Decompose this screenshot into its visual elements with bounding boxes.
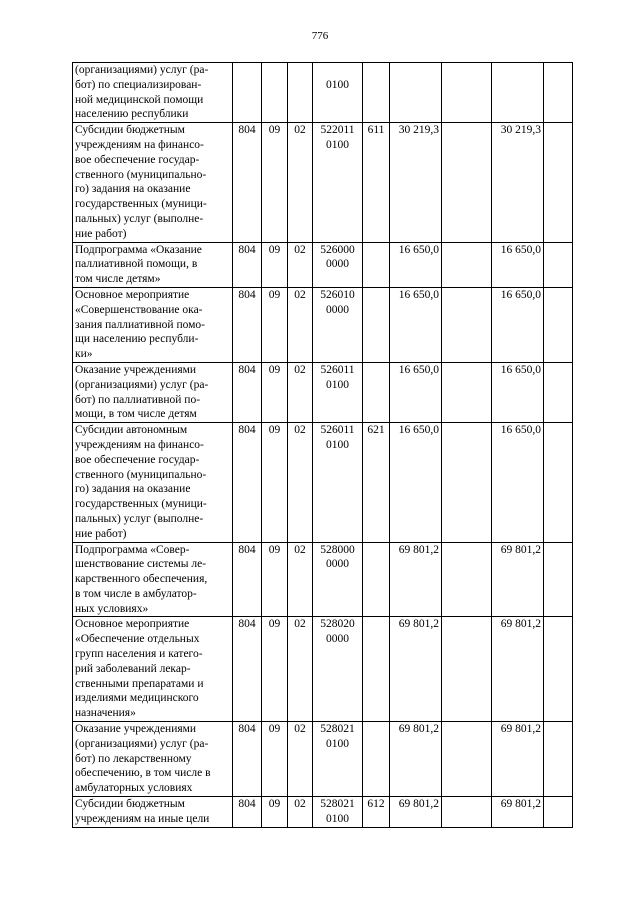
section-code-cell: 09 [262,797,288,828]
amount-cell [442,423,492,542]
item-name-cell: Основное мероприятие «Совершенствование ока- зания паллиативной помо- щи населению республи- ки» [73,287,233,362]
amount-cell [544,362,573,422]
amount-cell [442,617,492,722]
amount-total-cell: 69 801,2 [390,722,442,797]
section-code-cell: 09 [262,362,288,422]
amount-cell [544,542,573,617]
amount-total-cell: 69 801,2 [390,617,442,722]
amount-total-cell: 69 801,2 [390,797,442,828]
table-row [73,423,573,542]
ministry-code-cell: 804 [233,722,262,797]
amount-cell [442,123,492,242]
subsection-code-cell: 02 [288,123,313,242]
item-name-cell: Субсидии бюджетным учреждениям на финансо- вое обеспечение государ- ственного (муниципально- го) задания на оказание государственных (муници- пальных) услуг (выполне- ние работ) [73,123,233,242]
amount-cell [544,617,573,722]
table-row [73,63,573,123]
subsection-code-cell: 02 [288,287,313,362]
table-row [73,617,573,722]
amount-cell: 69 801,2 [492,722,544,797]
table-row [73,287,573,362]
target-code-cell: 526011 0100 [313,423,363,542]
amount-cell [544,63,573,123]
item-name-cell: Основное мероприятие «Обеспечение отдельных групп населения и катего- рий заболеваний лекар- ственными препаратами и изделиями медицинского назначения» [73,617,233,722]
amount-cell [544,242,573,287]
amount-cell [442,362,492,422]
section-code-cell: 09 [262,242,288,287]
amount-cell: 16 650,0 [492,423,544,542]
ministry-code-cell: 804 [233,617,262,722]
amount-cell [544,423,573,542]
subsection-code-cell: 02 [288,423,313,542]
expense-type-cell [363,63,390,123]
page-number: 776 [311,30,329,42]
amount-cell: 16 650,0 [492,287,544,362]
table-row [73,362,573,422]
section-code-cell [262,63,288,123]
section-code-cell: 09 [262,123,288,242]
subsection-code-cell [288,63,313,123]
amount-total-cell: 16 650,0 [390,287,442,362]
expense-type-cell [363,287,390,362]
table-row [73,797,573,828]
item-name-cell: Оказание учреждениями (организациями) услуг (ра- бот) по паллиативной по- мощи, в том числе детям [73,362,233,422]
target-code-cell: 526000 0000 [313,242,363,287]
subsection-code-cell: 02 [288,722,313,797]
section-code-cell: 09 [262,423,288,542]
amount-cell [544,287,573,362]
amount-cell: 16 650,0 [492,362,544,422]
section-code-cell: 09 [262,617,288,722]
ministry-code-cell: 804 [233,362,262,422]
target-code-cell: 528000 0000 [313,542,363,617]
item-name-cell: Подпрограмма «Оказание паллиативной помощи, в том числе детям» [73,242,233,287]
amount-cell [492,63,544,123]
amount-cell [442,797,492,828]
item-name-cell: Оказание учреждениями (организациями) услуг (ра- бот) по лекарственному обеспечению, в том числе в амбулаторных условиях [73,722,233,797]
item-name-cell: (организациями) услуг (ра- бот) по специализирован- ной медицинской помощи населению республики [73,63,233,123]
amount-cell: 16 650,0 [492,242,544,287]
target-code-cell: 526011 0100 [313,362,363,422]
item-name-cell: Субсидии автономным учреждениям на финансо- вое обеспечение государ- ственного (муниципально- го) задания на оказание государственных (муници- пальных) услуг (выполне- ние работ) [73,423,233,542]
amount-cell [544,722,573,797]
expense-type-cell [363,242,390,287]
amount-cell [544,797,573,828]
amount-cell [442,242,492,287]
section-code-cell: 09 [262,287,288,362]
amount-cell [544,123,573,242]
expense-type-cell: 611 [363,123,390,242]
amount-cell [442,287,492,362]
item-name-cell: Подпрограмма «Совер- шенствование системы ле- карственного обеспечения, в том числе в амбулатор- ных условиях» [73,542,233,617]
target-code-cell: 528021 0100 [313,797,363,828]
expense-type-cell [363,617,390,722]
target-code-cell: 526010 0000 [313,287,363,362]
ministry-code-cell [233,63,262,123]
expense-type-cell [363,722,390,797]
expense-type-cell [363,362,390,422]
amount-cell [442,542,492,617]
amount-cell: 30 219,3 [492,123,544,242]
ministry-code-cell: 804 [233,242,262,287]
amount-total-cell: 16 650,0 [390,423,442,542]
subsection-code-cell: 02 [288,797,313,828]
subsection-code-cell: 02 [288,617,313,722]
expense-type-cell: 621 [363,423,390,542]
amount-cell: 69 801,2 [492,542,544,617]
amount-total-cell: 30 219,3 [390,123,442,242]
budget-table [72,62,573,828]
amount-total-cell: 16 650,0 [390,242,442,287]
target-code-cell: 528021 0100 [313,722,363,797]
item-name-cell: Субсидии бюджетным учреждениям на иные цели [73,797,233,828]
amount-total-cell: 16 650,0 [390,362,442,422]
section-code-cell: 09 [262,542,288,617]
expense-type-cell: 612 [363,797,390,828]
amount-cell [442,722,492,797]
ministry-code-cell: 804 [233,797,262,828]
expense-type-cell [363,542,390,617]
target-code-cell: 522011 0100 [313,123,363,242]
subsection-code-cell: 02 [288,362,313,422]
amount-total-cell: 69 801,2 [390,542,442,617]
ministry-code-cell: 804 [233,287,262,362]
table-row [73,242,573,287]
ministry-code-cell: 804 [233,423,262,542]
amount-cell [442,63,492,123]
target-code-cell: 0100 [313,63,363,123]
target-code-cell: 528020 0000 [313,617,363,722]
amount-cell: 69 801,2 [492,617,544,722]
table-row [73,123,573,242]
amount-total-cell [390,63,442,123]
subsection-code-cell: 02 [288,542,313,617]
section-code-cell: 09 [262,722,288,797]
table-row [73,722,573,797]
ministry-code-cell: 804 [233,542,262,617]
amount-cell: 69 801,2 [492,797,544,828]
subsection-code-cell: 02 [288,242,313,287]
ministry-code-cell: 804 [233,123,262,242]
table-row [73,542,573,617]
